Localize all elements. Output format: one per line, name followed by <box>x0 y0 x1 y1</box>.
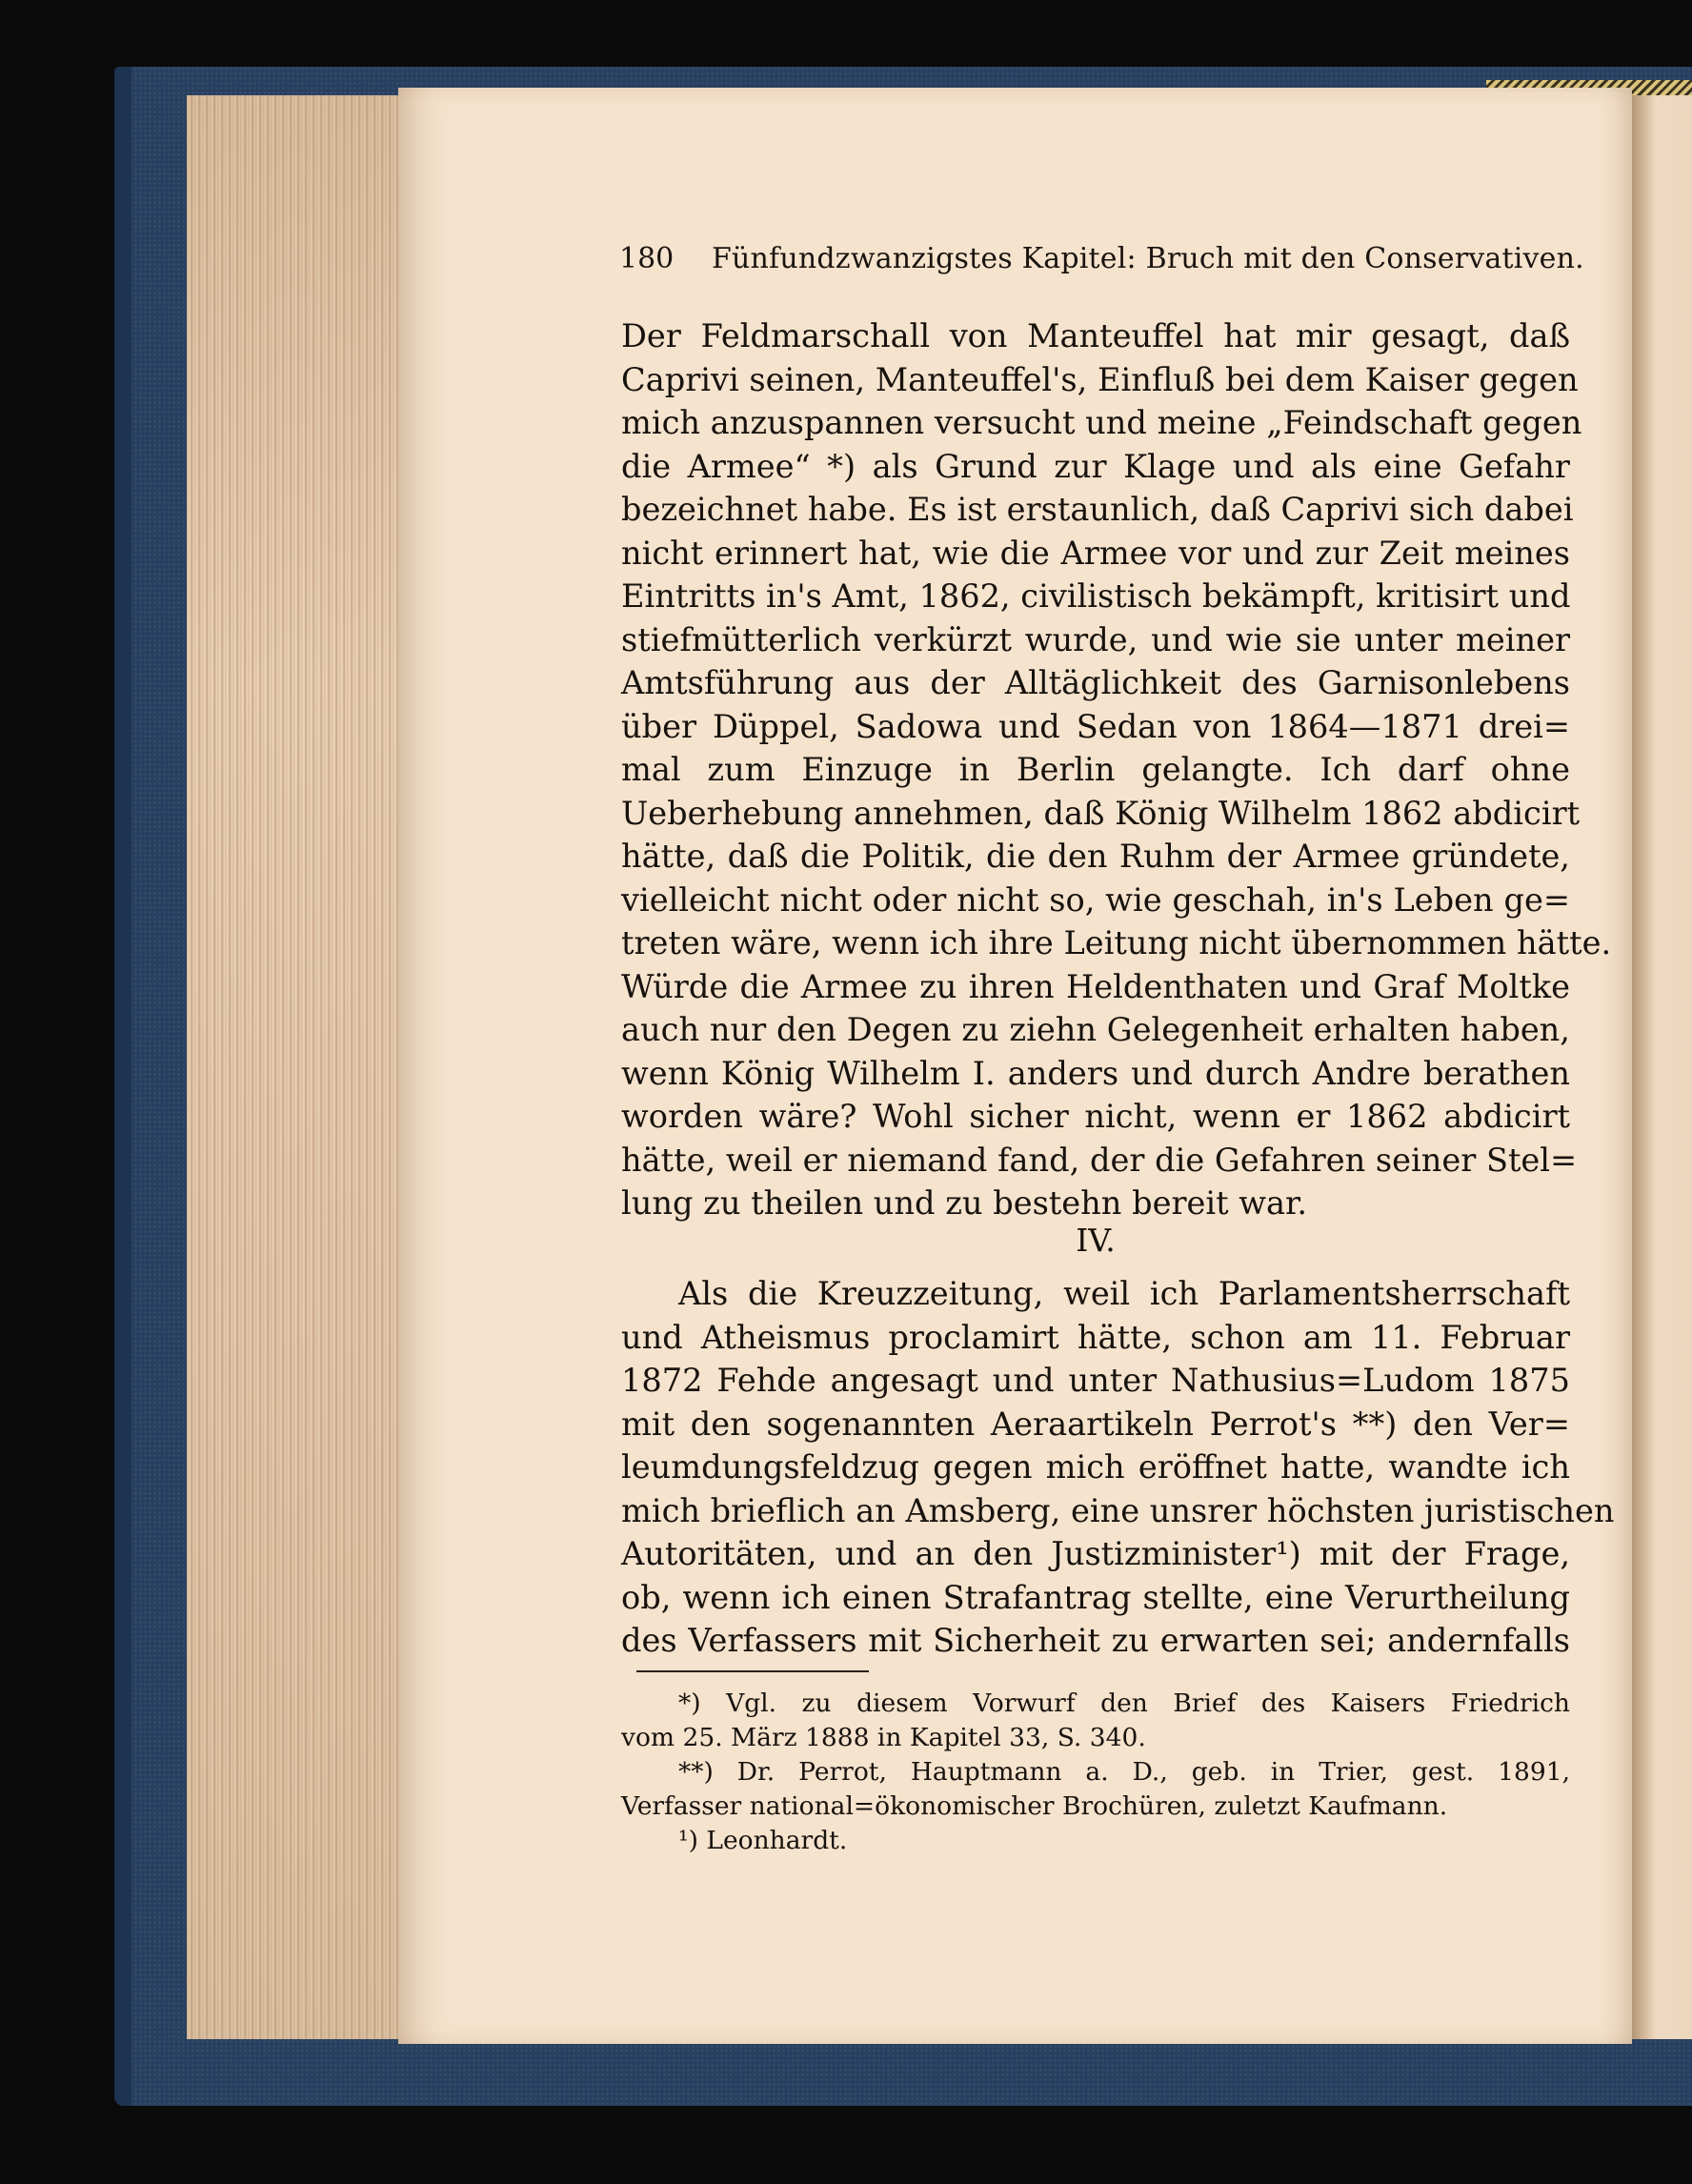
text-line: Caprivi seinen, Manteuffel's, Einfluß bei dem Kaiser gegen <box>621 360 1579 398</box>
text-line: Autoritäten, und an den Justizminister¹) mit der Frage, <box>621 1535 1570 1572</box>
page-stack-edges <box>187 95 406 2039</box>
text-line: worden wäre? Wohl sicher nicht, wenn er 1862 abdicirt <box>621 1098 1570 1135</box>
text-line: Als die Kreuzzeitung, weil ich Parlamentsherrschaft <box>678 1275 1570 1312</box>
text-line: lung zu theilen und zu bestehn bereit war. <box>621 1184 1308 1222</box>
text-line: mich brieflich an Amsberg, eine unsrer höchsten juristischen <box>621 1491 1615 1529</box>
footnotes <box>621 1687 1570 1858</box>
text-line: Amtsführung aus der Alltäglichkeit des Garnisonlebens <box>621 664 1570 701</box>
facing-page-edge <box>1632 95 1692 2039</box>
text-line: Eintritts in's Amt, 1862, civilistisch bekämpft, kritisirt und <box>621 577 1571 615</box>
text-line: und Atheismus proclamirt hätte, schon am 11. Februar <box>621 1318 1570 1356</box>
text-line: Der Feldmarschall von Manteuffel hat mir gesagt, daß <box>621 317 1570 354</box>
text-line: Ueberhebung annehmen, daß König Wilhelm 1862 abdicirt <box>621 794 1581 832</box>
page-number: 180 <box>619 242 675 275</box>
text-line: die Armee“ *) als Grund zur Klage und als eine Gefahr <box>621 447 1570 485</box>
text-line: hätte, weil er niemand fand, der die Gefahren seiner Stel= <box>621 1141 1578 1179</box>
footnote-line: **) Dr. Perrot, Hauptmann a. D., geb. in Trier, gest. 1891, <box>678 1757 1570 1787</box>
running-head <box>619 242 1584 284</box>
text-line: des Verfassers mit Sicherheit zu erwarten sei; andernfalls <box>621 1622 1570 1659</box>
paragraph-2 <box>621 1272 1615 1663</box>
text-line: auch nur den Degen zu ziehn Gelegenheit erhalten haben, <box>621 1011 1570 1048</box>
text-line: mal zum Einzuge in Berlin gelangte. Ich darf ohne <box>621 751 1570 788</box>
paragraph-1 <box>621 314 1612 1225</box>
text-line: bezeichnet habe. Es ist erstaunlich, daß Caprivi sich dabei <box>621 491 1574 528</box>
text-line: hätte, daß die Politik, die den Ruhm der Armee gründete, <box>621 838 1570 875</box>
text-line: mit den sogenannten Aeraartikeln Perrot's **) den Ver= <box>621 1405 1570 1443</box>
book-spine-edge <box>114 67 131 2106</box>
text-line: über Düppel, Sadowa und Sedan von 1864—1871 drei= <box>621 707 1570 745</box>
footnote-line: ¹) Leonhardt. <box>678 1826 848 1855</box>
text-line: nicht erinnert hat, wie die Armee vor und zur Zeit meines <box>621 534 1570 572</box>
text-line: Würde die Armee zu ihren Heldenthaten und Graf Moltke <box>621 967 1570 1005</box>
footnote-line: Verfasser national=ökonomischer Brochüren, zuletzt Kaufmann. <box>621 1791 1448 1821</box>
section-heading: IV. <box>1076 1222 1116 1259</box>
text-line: ob, wenn ich einen Strafantrag stellte, eine Verurtheilung <box>621 1578 1570 1616</box>
footnote-line: *) Vgl. zu diesem Vorwurf den Brief des Kaisers Friedrich <box>678 1689 1570 1718</box>
text-line: 1872 Fehde angesagt und unter Nathusius=Ludom 1875 <box>621 1362 1570 1399</box>
text-line: leumdungsfeldzug gegen mich eröffnet hatte, wandte ich <box>621 1448 1570 1486</box>
chapter-title: Fünfundzwanzigstes Kapitel: Bruch mit den Conservativen. <box>712 242 1584 275</box>
footnote-divider <box>636 1670 869 1672</box>
footnote-line: vom 25. März 1888 in Kapitel 33, S. 340. <box>621 1723 1146 1752</box>
text-line: vielleicht nicht oder nicht so, wie geschah, in's Leben ge= <box>621 880 1570 919</box>
text-line: wenn König Wilhelm I. anders und durch Andre berathen <box>621 1054 1570 1092</box>
text-line: mich anzuspannen versucht und meine „Feindschaft gegen <box>621 404 1582 441</box>
text-line: stiefmütterlich verkürzt wurde, und wie sie unter meiner <box>621 620 1570 658</box>
text-line: treten wäre, wenn ich ihre Leitung nicht übernommen hätte. <box>621 924 1612 961</box>
